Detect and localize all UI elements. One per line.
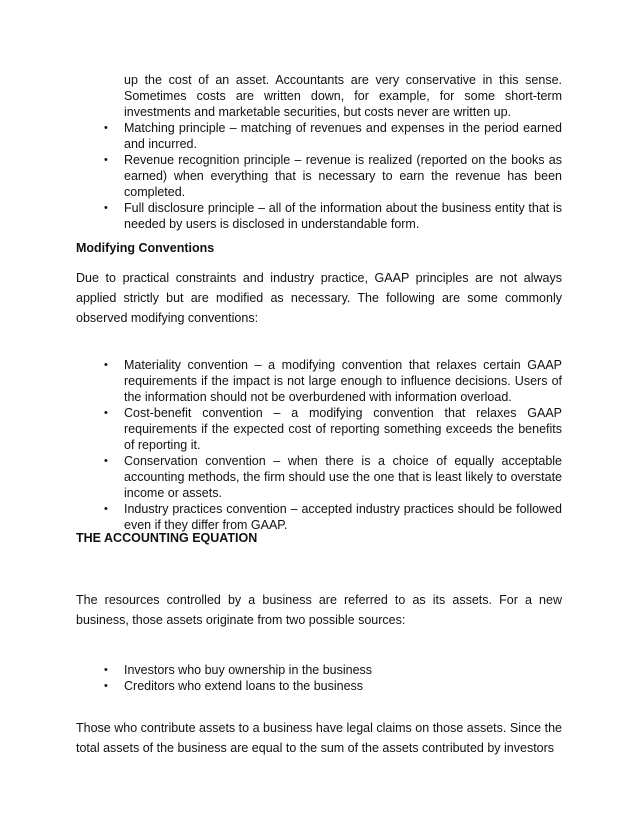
bullet-icon: • [104,359,108,371]
continued-paragraph: up the cost of an asset. Accountants are very conservative in this sense. Sometimes costs are written down, for example, for some short-term investments and marketable securities, but costs never are written up. [124,73,562,119]
bullet-icon: • [104,122,108,134]
list-item [104,501,562,533]
list-item [104,152,562,200]
bullet-icon: • [104,154,108,166]
list-item [104,405,562,453]
list-item [104,357,562,405]
bullet-icon: • [104,407,108,419]
list-item [104,200,562,232]
bullet-icon: • [104,664,108,676]
list-item [104,453,562,501]
list-item-text: Industry practices convention – accepted industry practices should be followed even if they differ from GAAP. [124,502,562,532]
list-item-text: Investors who buy ownership in the business [124,663,373,677]
bullet-icon: • [104,680,108,692]
bullet-icon: • [104,503,108,515]
bullet-icon: • [104,202,108,214]
list-item-text: Creditors who extend loans to the business [124,679,364,693]
principles-list [104,72,562,232]
sources-list [104,662,562,694]
list-item-text: Full disclosure principle – all of the information about the business entity that is needed by users is disclosed in understandable form. [124,201,562,231]
list-item [104,662,562,678]
list-item-text: Cost-benefit convention – a modifying convention that relaxes GAAP requirements if the expected cost of reporting something exceeds the benefits of reporting it. [124,406,562,452]
list-item [104,678,562,694]
bullet-icon: • [104,455,108,467]
list-item-text: Materiality convention – a modifying convention that relaxes certain GAAP requirements if the impact is not large enough to influence decisions. Users of the information should not be overburdened with information overload. [124,358,562,404]
closing-paragraph: Those who contribute assets to a business have legal claims on those assets. Since the total assets of the business are equal to the sum of the assets contributed by investors [76,721,562,755]
section-heading: Modifying Conventions [76,241,215,255]
list-item-text: Conservation convention – when there is a choice of equally acceptable accounting methods, the firm should use the one that is least likely to overstate income or assets. [124,454,562,500]
intro-paragraph: The resources controlled by a business are referred to as its assets. For a new business, those assets originate from two possible sources: [76,593,562,627]
conventions-list [104,357,562,533]
list-item [104,120,562,152]
list-item-text: Matching principle – matching of revenues and expenses in the period earned and incurred. [124,121,562,151]
intro-paragraph: Due to practical constraints and industry practice, GAAP principles are not always applied strictly but are modified as necessary. The following are some commonly observed modifying conventions: [76,271,562,325]
section-heading: THE ACCOUNTING EQUATION [76,531,258,545]
list-item-text: Revenue recognition principle – revenue is realized (reported on the books as earned) when everything that is necessary to earn the revenue has been completed. [124,153,562,199]
